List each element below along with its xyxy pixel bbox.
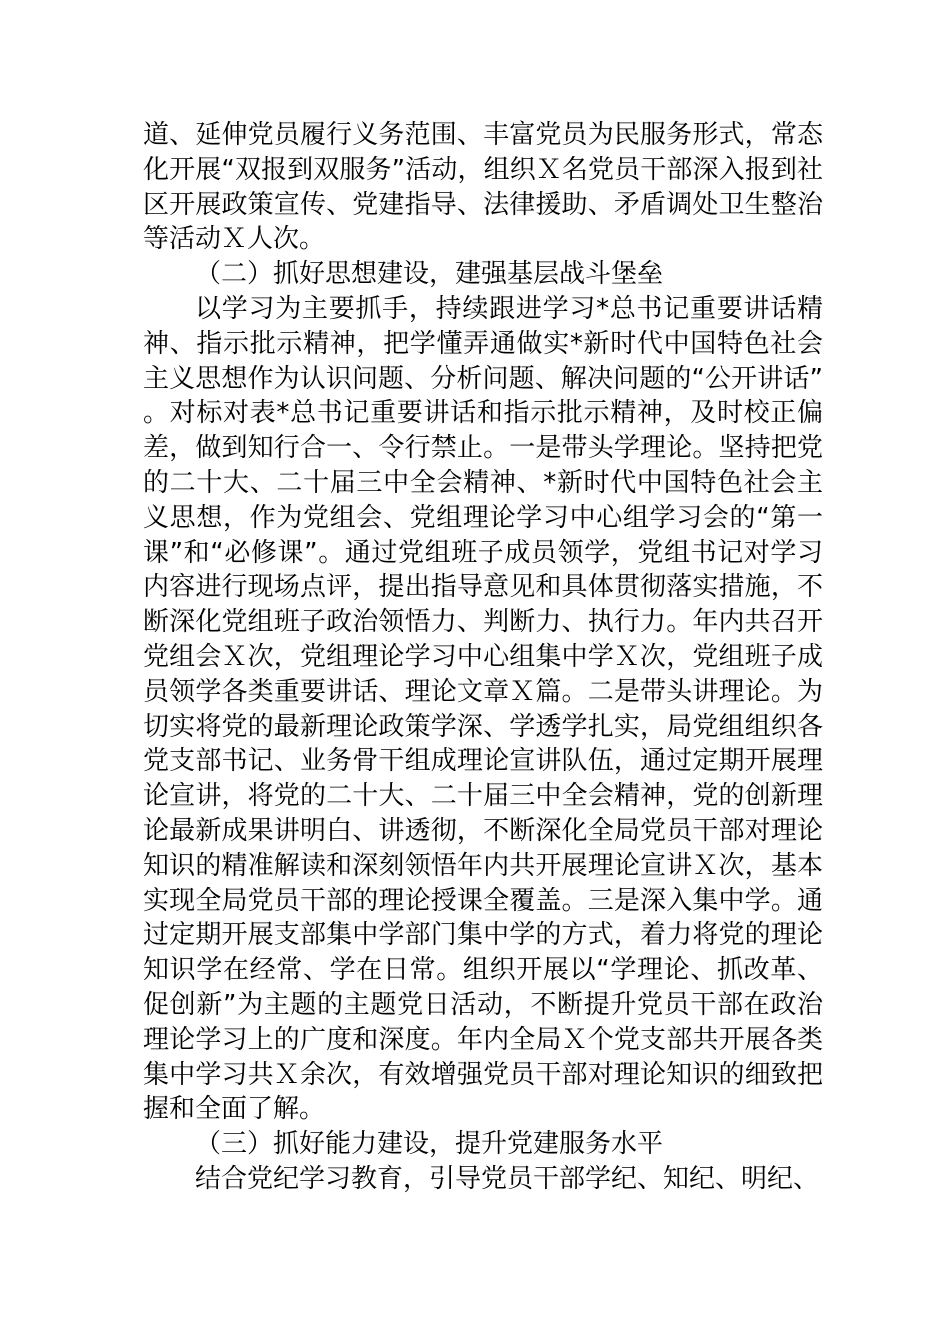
document-body [143, 118, 823, 1197]
paragraph-ideology-building: 以学习为主要抓手，持续跟进学习*总书记重要讲话精神、指示批示精神，把学懂弄通做实*新时代中国特色社会主义思想作为认识问题、分析问题、解决问题的“公开讲话”。对标对表*总书记重要讲话和指示批示精神，及时校正偏差，做到知行合一、令行禁止。一是带头学理论。坚持把党的二十大、二十届三中全会精神、*新时代中国特色社会主义思想，作为党组会、党组理论学习中心组学习会的“第一课”和“必修课”。通过党组班子成员领学，党组书记对学习内容进行现场点评，提出指导意见和具体贯彻落实措施，不断深化党组班子政治领悟力、判断力、执行力。年内共召开党组会Ｘ次，党组理论学习中心组集中学Ｘ次，党组班子成员领学各类重要讲话、理论文章Ｘ篇。二是带头讲理论。为切实将党的最新理论政策学深、学透学扎实，局党组组织各党支部书记、业务骨干组成理论宣讲队伍，通过定期开展理论宣讲，将党的二十大、二十届三中全会精神，党的创新理论最新成果讲明白、讲透彻，不断深化全局党员干部对理论知识的精准解读和深刻领悟年内共开展理论宣讲Ｘ次，基本实现全局党员干部的理论授课全覆盖。三是深入集中学。通过定期开展支部集中学部门集中学的方式，着力将党的理论知识学在经常、学在日常。组织开展以“学理论、抓改革、促创新”为主题的主题党日活动，不断提升党员干部在政治理论学习上的广度和深度。年内全局Ｘ个党支部共开展各类集中学习共Ｘ余次，有效增强党员干部对理论知识的细致把握和全面了解。 [143, 293, 823, 1125]
paragraph-capacity-building: 结合党纪学习教育，引导党员干部学纪、知纪、明纪、 [195, 1163, 820, 1194]
paragraph-continuation: 道、延伸党员履行义务范围、丰富党员为民服务形式，常态化开展“双报到双服务”活动，组织Ｘ名党员干部深入报到社区开展政策宣传、党建指导、法律援助、矛盾调处卫生整治等活动Ｘ人次。 [143, 120, 823, 255]
section-heading-2: （二）抓好思想建设，建强基层战斗堡垒 [195, 259, 664, 290]
section-heading-3: （三）抓好能力建设，提升党建服务水平 [195, 1129, 664, 1160]
